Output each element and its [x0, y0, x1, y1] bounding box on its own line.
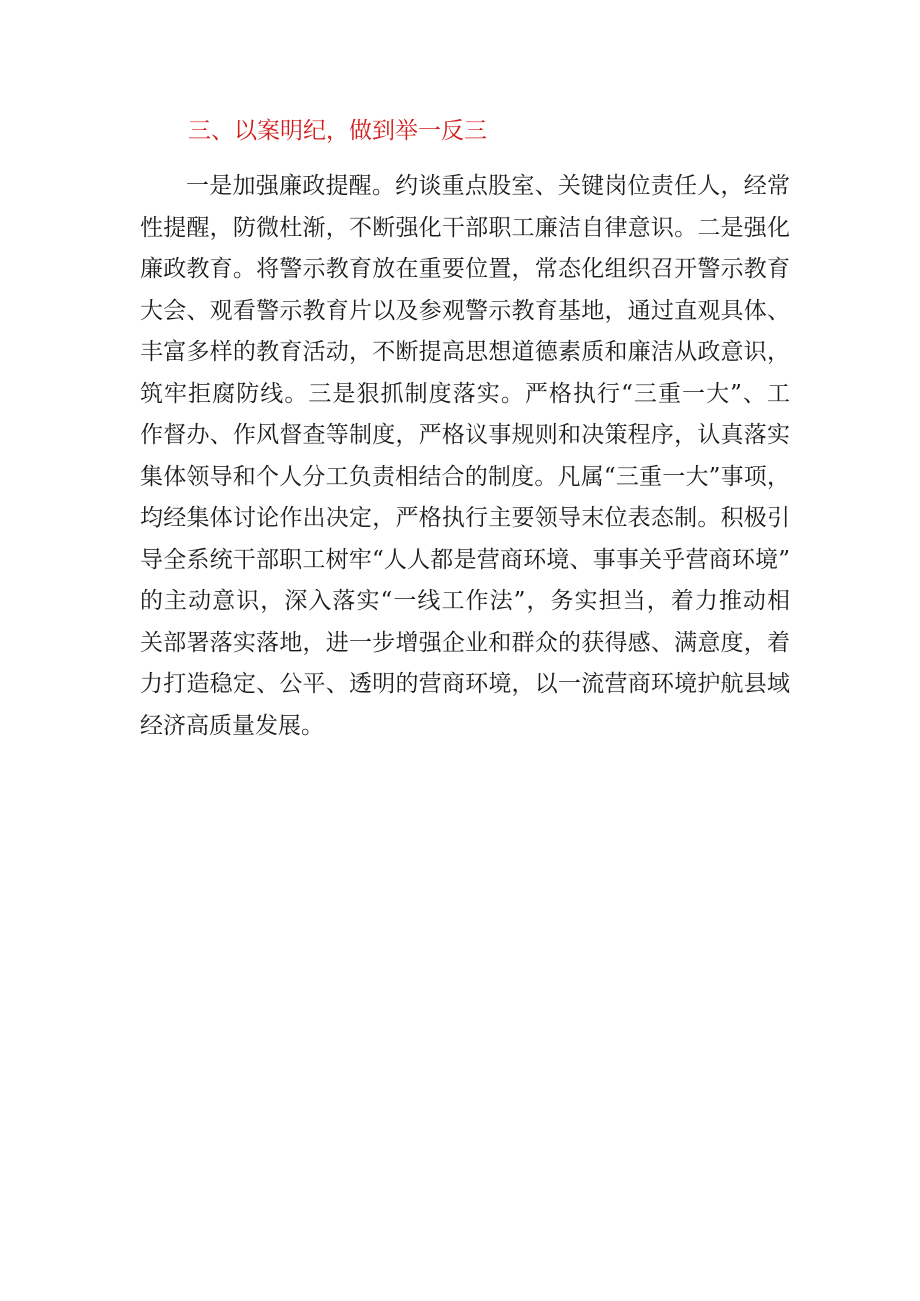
- paragraph-line: 集体领导和个人分工负责相结合的制度。凡属“三重一大”事项，: [140, 463, 790, 490]
- paragraph-line: 力打造稳定、公平、透明的营商环境，以一流营商环境护航县域: [140, 671, 790, 697]
- paragraph-line: 筑牢拒腐防线。三是狠抓制度落实。严格执行“三重一大”、工: [140, 380, 790, 407]
- paragraph-line: 廉政教育。将警示教育放在重要位置，常态化组织召开警示教育: [140, 256, 790, 282]
- paragraph-line: 一是加强廉政提醒。约谈重点股室、关键岗位责任人，经常: [186, 173, 790, 199]
- paragraph-line: 均经集体讨论作出决定，严格执行主要领导末位表态制。积极引: [140, 505, 790, 531]
- paragraph-line: 经济高质量发展。: [140, 712, 324, 739]
- paragraph-line: 的主动意识，深入落实“一线工作法”，务实担当，着力推动相: [140, 588, 790, 614]
- paragraph-line: 大会、观看警示教育片以及参观警示教育基地，通过直观具体、: [140, 297, 790, 324]
- paragraph-line: 导全系统干部职工树牢“人人都是营商环境、事事关乎营商环境”: [140, 546, 790, 573]
- paragraph-line: 丰富多样的教育活动，不断提高思想道德素质和廉洁从政意识，: [140, 339, 790, 365]
- paragraph-line: 关部署落实落地，进一步增强企业和群众的获得感、满意度，着: [140, 629, 790, 656]
- paragraph-line: 性提醒，防微杜渐，不断强化干部职工廉洁自律意识。二是强化: [140, 214, 790, 241]
- body-paragraph: [140, 166, 790, 747]
- paragraph-line: 作督办、作风督查等制度，严格议事规则和决策程序，认真落实: [140, 422, 790, 448]
- section-heading: 三、以案明纪，做到举一反三: [188, 118, 487, 144]
